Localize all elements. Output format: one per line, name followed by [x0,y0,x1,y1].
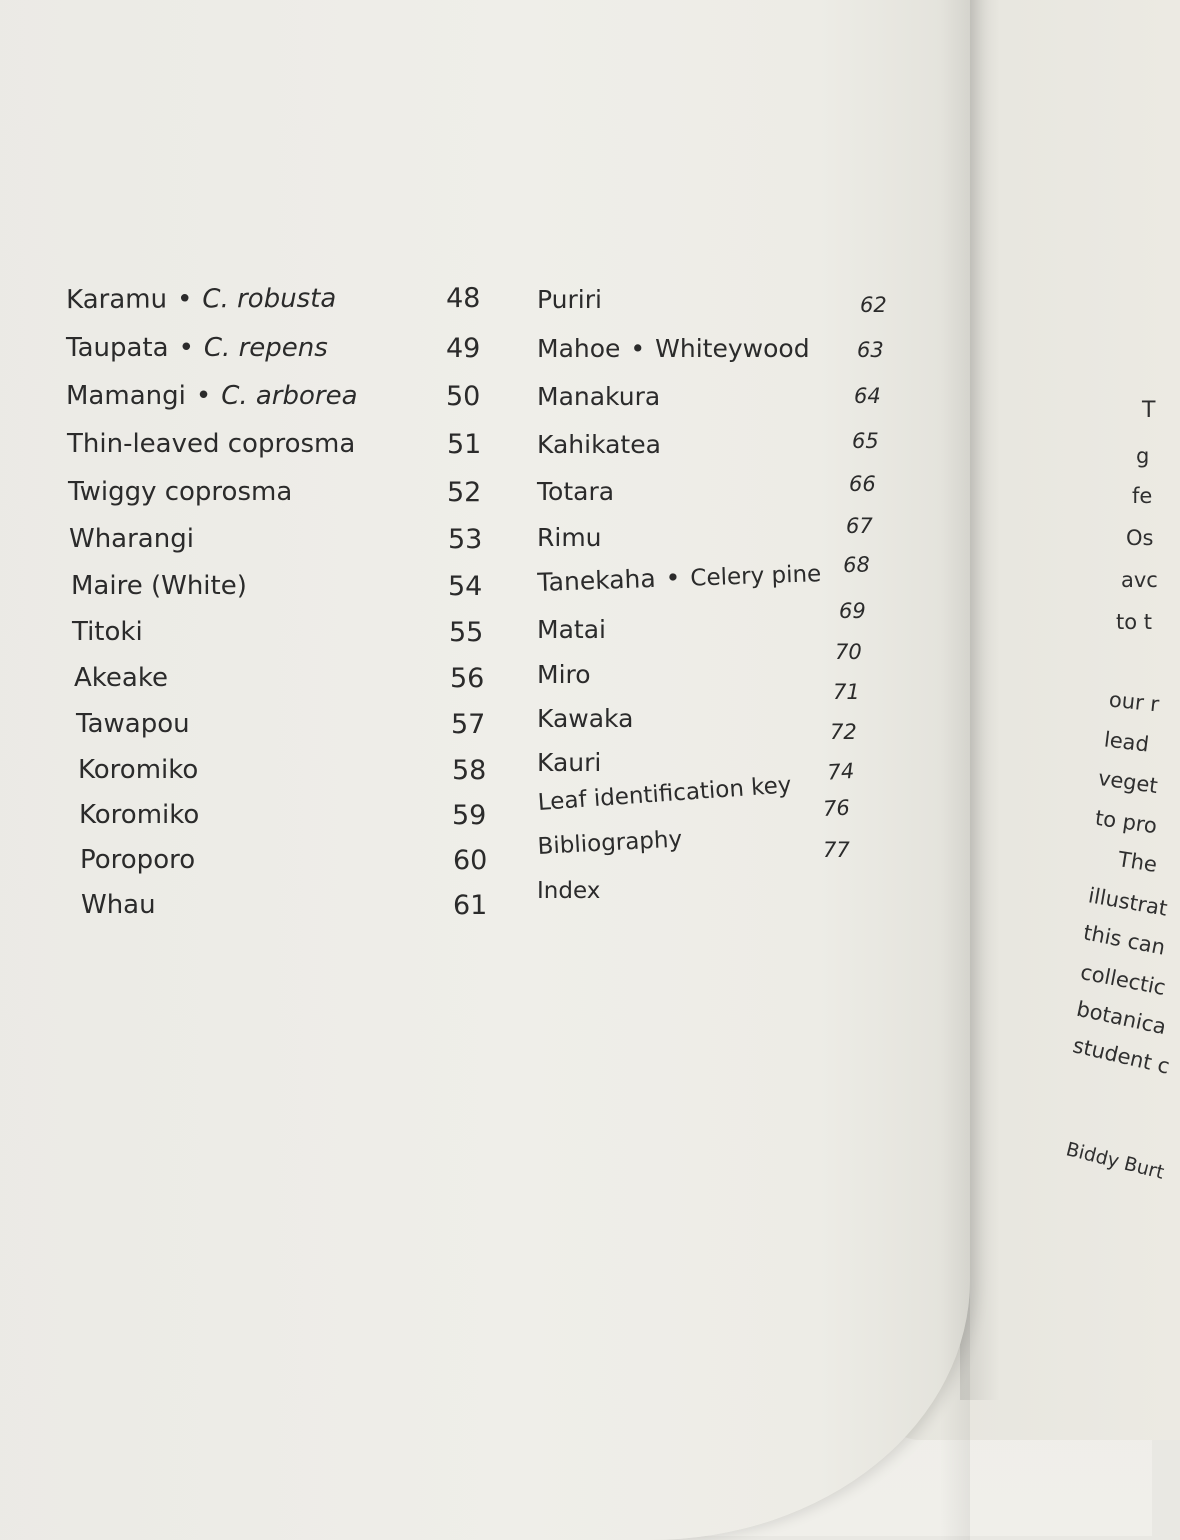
right-page-fragment: avc [1121,568,1158,592]
entry-page-number: 57 [451,709,486,740]
entry-page-number: 68 [842,552,871,578]
entry-page-number: 76 [822,795,851,821]
right-page-fragment: T [1142,398,1156,423]
right-page-fragment: to t [1116,610,1152,634]
entry-title: Akeake [74,663,168,693]
right-page-fragment: illustrat [1086,883,1170,921]
entry-title: Rimu [537,523,602,552]
bullet-separator: • [630,334,646,363]
entry-title: Wharangi [69,524,194,554]
entry-title: Maire (White) [71,571,247,601]
right-page-fragment: our r [1107,687,1161,717]
entry-title: Index [537,878,601,904]
entry-page-number: 74 [826,758,856,785]
entry-title: Matai [537,615,606,644]
entry-page-number: 58 [452,755,487,786]
entry-page-number: 52 [447,477,482,508]
entry-title: Koromiko [79,800,200,830]
bullet-separator: • [178,333,194,363]
right-page-fragment: veget [1096,765,1160,799]
entry-alt-name: C. arborea [221,381,358,411]
entry-title: Miro [537,660,591,689]
right-page-fragment: lead [1102,727,1151,757]
entry-page-number: 60 [453,845,488,876]
entry-title: Twiggy coprosma [68,477,293,507]
entry-page-number: 62 [860,293,887,317]
entry-title: Kauri [537,748,602,777]
entry-page-number: 50 [446,381,481,412]
right-page-fragment: The [1116,847,1159,877]
entry-alt-name: C. robusta [202,283,337,315]
entry-title: Karamu [66,284,168,316]
right-page-fragment: Os [1126,526,1154,550]
entry-title: Thin-leaved coprosma [67,429,356,459]
entry-alt-name: C. repens [203,333,328,363]
right-page-fragment: collectic [1078,960,1168,1000]
right-page-fragment: g [1136,444,1150,468]
entry-title: Poroporo [80,845,196,875]
bullet-separator: • [665,563,681,593]
entry-page-number: 67 [846,514,873,538]
right-page-fragment: botanica [1074,996,1169,1040]
entry-page-number: 71 [833,680,860,704]
entry-page-number: 66 [849,472,876,496]
contents-entry [537,552,887,597]
entry-page-number: 59 [452,800,487,831]
entry-page-number: 77 [823,838,850,862]
entry-alt-name: Celery pine [689,561,822,592]
entry-title: Kawaka [537,704,634,733]
entry-title: Bibliography [537,826,683,860]
entry-title: Manakura [537,382,661,411]
entry-page-number: 51 [447,429,482,460]
entry-page-number: 61 [453,890,488,921]
entry-title: Puriri [537,285,602,314]
entry-title: Whau [81,890,156,920]
right-page-fragment: fe [1132,484,1153,508]
entry-title: Tawapou [76,709,190,739]
entry-page-number: 65 [852,429,879,453]
bullet-separator: • [195,381,212,411]
entry-page-number: 55 [449,617,484,648]
entry-page-number: 56 [450,663,485,694]
entry-page-number: 53 [448,524,483,555]
entry-alt-name: Whiteywood [655,334,810,363]
bullet-separator: • [176,284,193,315]
entry-title: Tanekaha [537,563,657,597]
entry-title: Taupata [66,333,169,363]
entry-title: Totara [537,477,615,506]
entry-title: Leaf identification key [537,772,793,816]
right-page-fragment: to pro [1093,805,1159,839]
entry-page-number: 54 [448,571,483,602]
entry-title: Kahikatea [537,430,661,459]
entry-title: Mamangi [66,381,186,411]
right-page-fragment: Biddy Burt [1063,1138,1167,1184]
entry-page-number: 69 [839,599,866,623]
entry-page-number: 63 [857,338,884,362]
entry-page-number: 72 [830,720,857,744]
entry-page-number: 48 [445,282,481,315]
entry-page-number: 49 [446,333,481,364]
entry-page-number: 64 [854,384,881,408]
entry-page-number: 70 [835,640,862,664]
right-page-fragment: student c [1070,1033,1172,1079]
entry-title: Koromiko [78,755,199,785]
right-page-fragment: this can [1081,920,1168,960]
entry-title: Mahoe [537,334,621,363]
entry-title: Titoki [72,617,143,647]
